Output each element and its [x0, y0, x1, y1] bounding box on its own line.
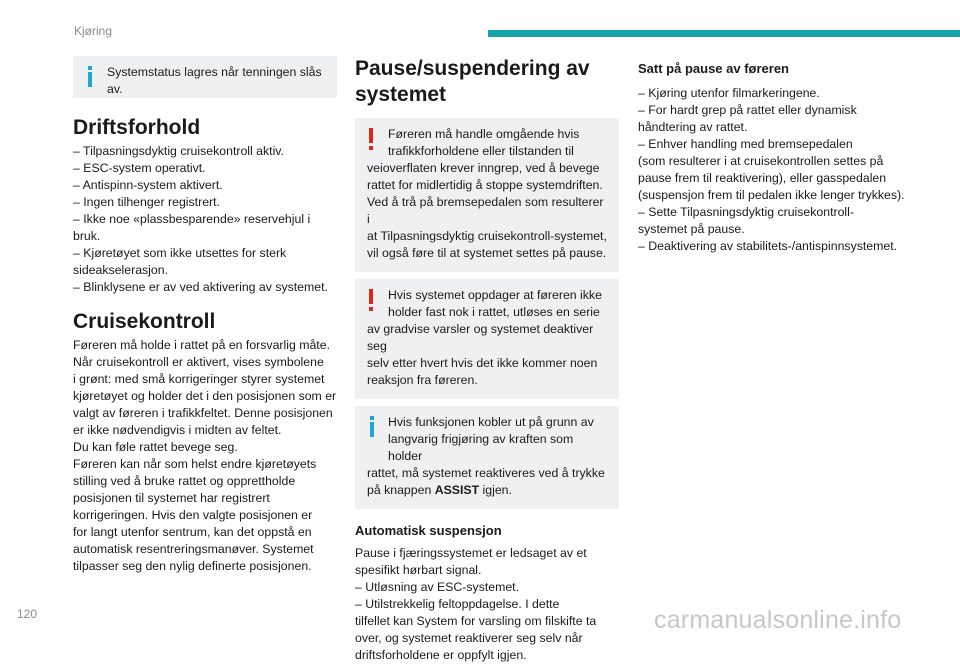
- note-line: Hvis funksjonen kobler ut på grunn av: [388, 415, 594, 429]
- heading-pause-line2: systemet: [355, 83, 447, 106]
- list-item: – Deaktivering av stabilitets-/antispinnsystemet.: [638, 239, 898, 253]
- list-item: håndtering av rattet.: [638, 120, 748, 134]
- warning-icon: [368, 128, 374, 150]
- list-item: – Blinklysene er av ved aktivering av systemet.: [73, 280, 328, 294]
- assist-button-label: ASSIST: [434, 483, 480, 497]
- list-item: – Utilstrekkelig feltoppdagelse. I dette: [355, 597, 560, 611]
- list-item: sideakselerasjon.: [73, 263, 169, 277]
- note-text: igjen.: [479, 483, 512, 497]
- note-line: reaksjon fra føreren.: [367, 373, 478, 387]
- paragraph-cruisekontroll: [73, 337, 337, 575]
- list-item: systemet på pause.: [638, 222, 745, 236]
- note-line: veioverflaten krever inngrep, ved å bevege: [367, 161, 600, 175]
- note-line: rattet for midlertidig å stoppe systemdriften.: [367, 178, 603, 192]
- list-item: – Ikke noe «plassbesparende» reservehjul i: [73, 212, 311, 226]
- note-line: at Tilpasningsdyktig cruisekontroll-systemet,: [367, 229, 607, 243]
- text-line: tilpasser seg den nylig definerte posisjonen.: [73, 559, 312, 573]
- list-item: – Sette Tilpasningsdyktig cruisekontroll-: [638, 205, 854, 219]
- note-line: [367, 482, 609, 499]
- heading-satt-pa-pause: Satt på pause av føreren: [638, 61, 789, 76]
- list-item: – Enhver handling med bremsepedalen: [638, 137, 853, 151]
- text-line: korrigeringen. Hvis den valgte posisjonen er: [73, 508, 313, 522]
- list-item: bruk.: [73, 229, 101, 243]
- heading-cruisekontroll: Cruisekontroll: [73, 310, 216, 333]
- note-line: rattet, må systemet reaktiveres ved å trykke: [367, 466, 605, 480]
- warning-icon: [368, 289, 374, 311]
- watermark: carmanualsonline.info: [654, 606, 902, 634]
- list-item: – ESC-system operativt.: [73, 161, 206, 175]
- list-item: – For hardt grep på rattet eller dynamisk: [638, 103, 857, 117]
- text-line: stilling ved å bruke rattet og opprettholde: [73, 474, 296, 488]
- section-title: Kjøring: [74, 24, 113, 38]
- note-line: holder fast nok i rattet, utløses en serie: [388, 305, 600, 319]
- note-line: trafikkforholdene eller tilstanden til: [388, 144, 574, 158]
- text-line: tilfellet kan System for varsling om filskifte ta: [355, 614, 597, 628]
- text-line: posisjonen til systemet har registrert: [73, 491, 270, 505]
- text-line: over, og systemet reaktiverer seg selv når: [355, 631, 583, 645]
- info-icon: [88, 66, 92, 87]
- list-item: – Ingen tilhenger registrert.: [73, 195, 220, 209]
- list-item: – Utløsning av ESC-systemet.: [355, 580, 520, 594]
- note-line: langvarig frigjøring av kraften som holder: [388, 432, 574, 463]
- info-note-assist: [355, 406, 619, 509]
- text-line: Når cruisekontroll er aktivert, vises symbolene: [73, 355, 324, 369]
- info-note-text: Systemstatus lagres når tenningen slås av.: [107, 65, 322, 96]
- note-line: Ved å trå på bremsepedalen som resulterer i: [367, 195, 604, 226]
- note-line: selv etter hvert hvis det ikke kommer noen: [367, 356, 598, 370]
- heading-pause-line1: Pause/suspendering av: [355, 57, 590, 80]
- text-line: i grønt: med små korrigeringer styrer systemet: [73, 372, 325, 386]
- page-number: 120: [17, 607, 38, 621]
- info-note: [73, 56, 337, 98]
- note-line: Hvis systemet oppdager at føreren ikke: [388, 288, 602, 302]
- text-line: Føreren må holde i rattet på en forsvarlig måte.: [73, 338, 330, 352]
- paragraph-automatisk: [355, 545, 619, 664]
- heading-driftsforhold: Driftsforhold: [73, 116, 201, 139]
- list-item: pause frem til reaktivering), eller gasspedalen: [638, 171, 887, 185]
- column-1: [73, 56, 337, 575]
- list-item: – Kjøretøyet som ikke utsettes for sterk: [73, 246, 287, 260]
- note-line: av gradvise varsler og systemet deaktiver seg: [367, 322, 594, 353]
- warning-note-1: [355, 118, 619, 272]
- note-line: Føreren må handle omgående hvis: [388, 127, 580, 141]
- column-2: [355, 56, 619, 664]
- text-line: Pause i fjæringssystemet er ledsaget av et: [355, 546, 587, 560]
- list-item: – Tilpasningsdyktig cruisekontroll aktiv.: [73, 144, 284, 158]
- text-line: kjøretøyet og holder det i den posisjonen som er: [73, 389, 337, 403]
- list-driftsforhold: [73, 143, 337, 296]
- header-accent-bar: [488, 30, 960, 37]
- heading-automatisk-suspensjon: Automatisk suspensjon: [355, 523, 502, 538]
- note-line: vil også føre til at systemet settes på pause.: [367, 246, 607, 260]
- text-line: valgt av føreren i trafikkfeltet. Denne posisjonen: [73, 406, 333, 420]
- warning-note-2: [355, 279, 619, 399]
- text-line: Du kan føle rattet bevege seg.: [73, 440, 238, 454]
- list-item: – Antispinn-system aktivert.: [73, 178, 223, 192]
- text-line: er ikke nødvendigvis i midten av feltet.: [73, 423, 282, 437]
- list-item: (som resulterer i at cruisekontrollen settes på: [638, 154, 884, 168]
- list-item: – Kjøring utenfor filmarkeringene.: [638, 86, 820, 100]
- text-line: for langt utenfor sentrum, kan det oppstå en: [73, 525, 312, 539]
- list-satt-pa-pause: [638, 85, 908, 255]
- text-line: driftsforholdene er oppfylt igjen.: [355, 648, 527, 662]
- text-line: Føreren kan når som helst endre kjøretøyets: [73, 457, 317, 471]
- text-line: automatisk resentreringsmanøver. Systemet: [73, 542, 314, 556]
- list-item: (suspensjon frem til pedalen ikke lenger trykkes).: [638, 188, 905, 202]
- text-line: spesifikt hørbart signal.: [355, 563, 482, 577]
- info-icon: [370, 416, 374, 437]
- column-3: [638, 56, 908, 255]
- note-text: på knappen: [367, 483, 435, 497]
